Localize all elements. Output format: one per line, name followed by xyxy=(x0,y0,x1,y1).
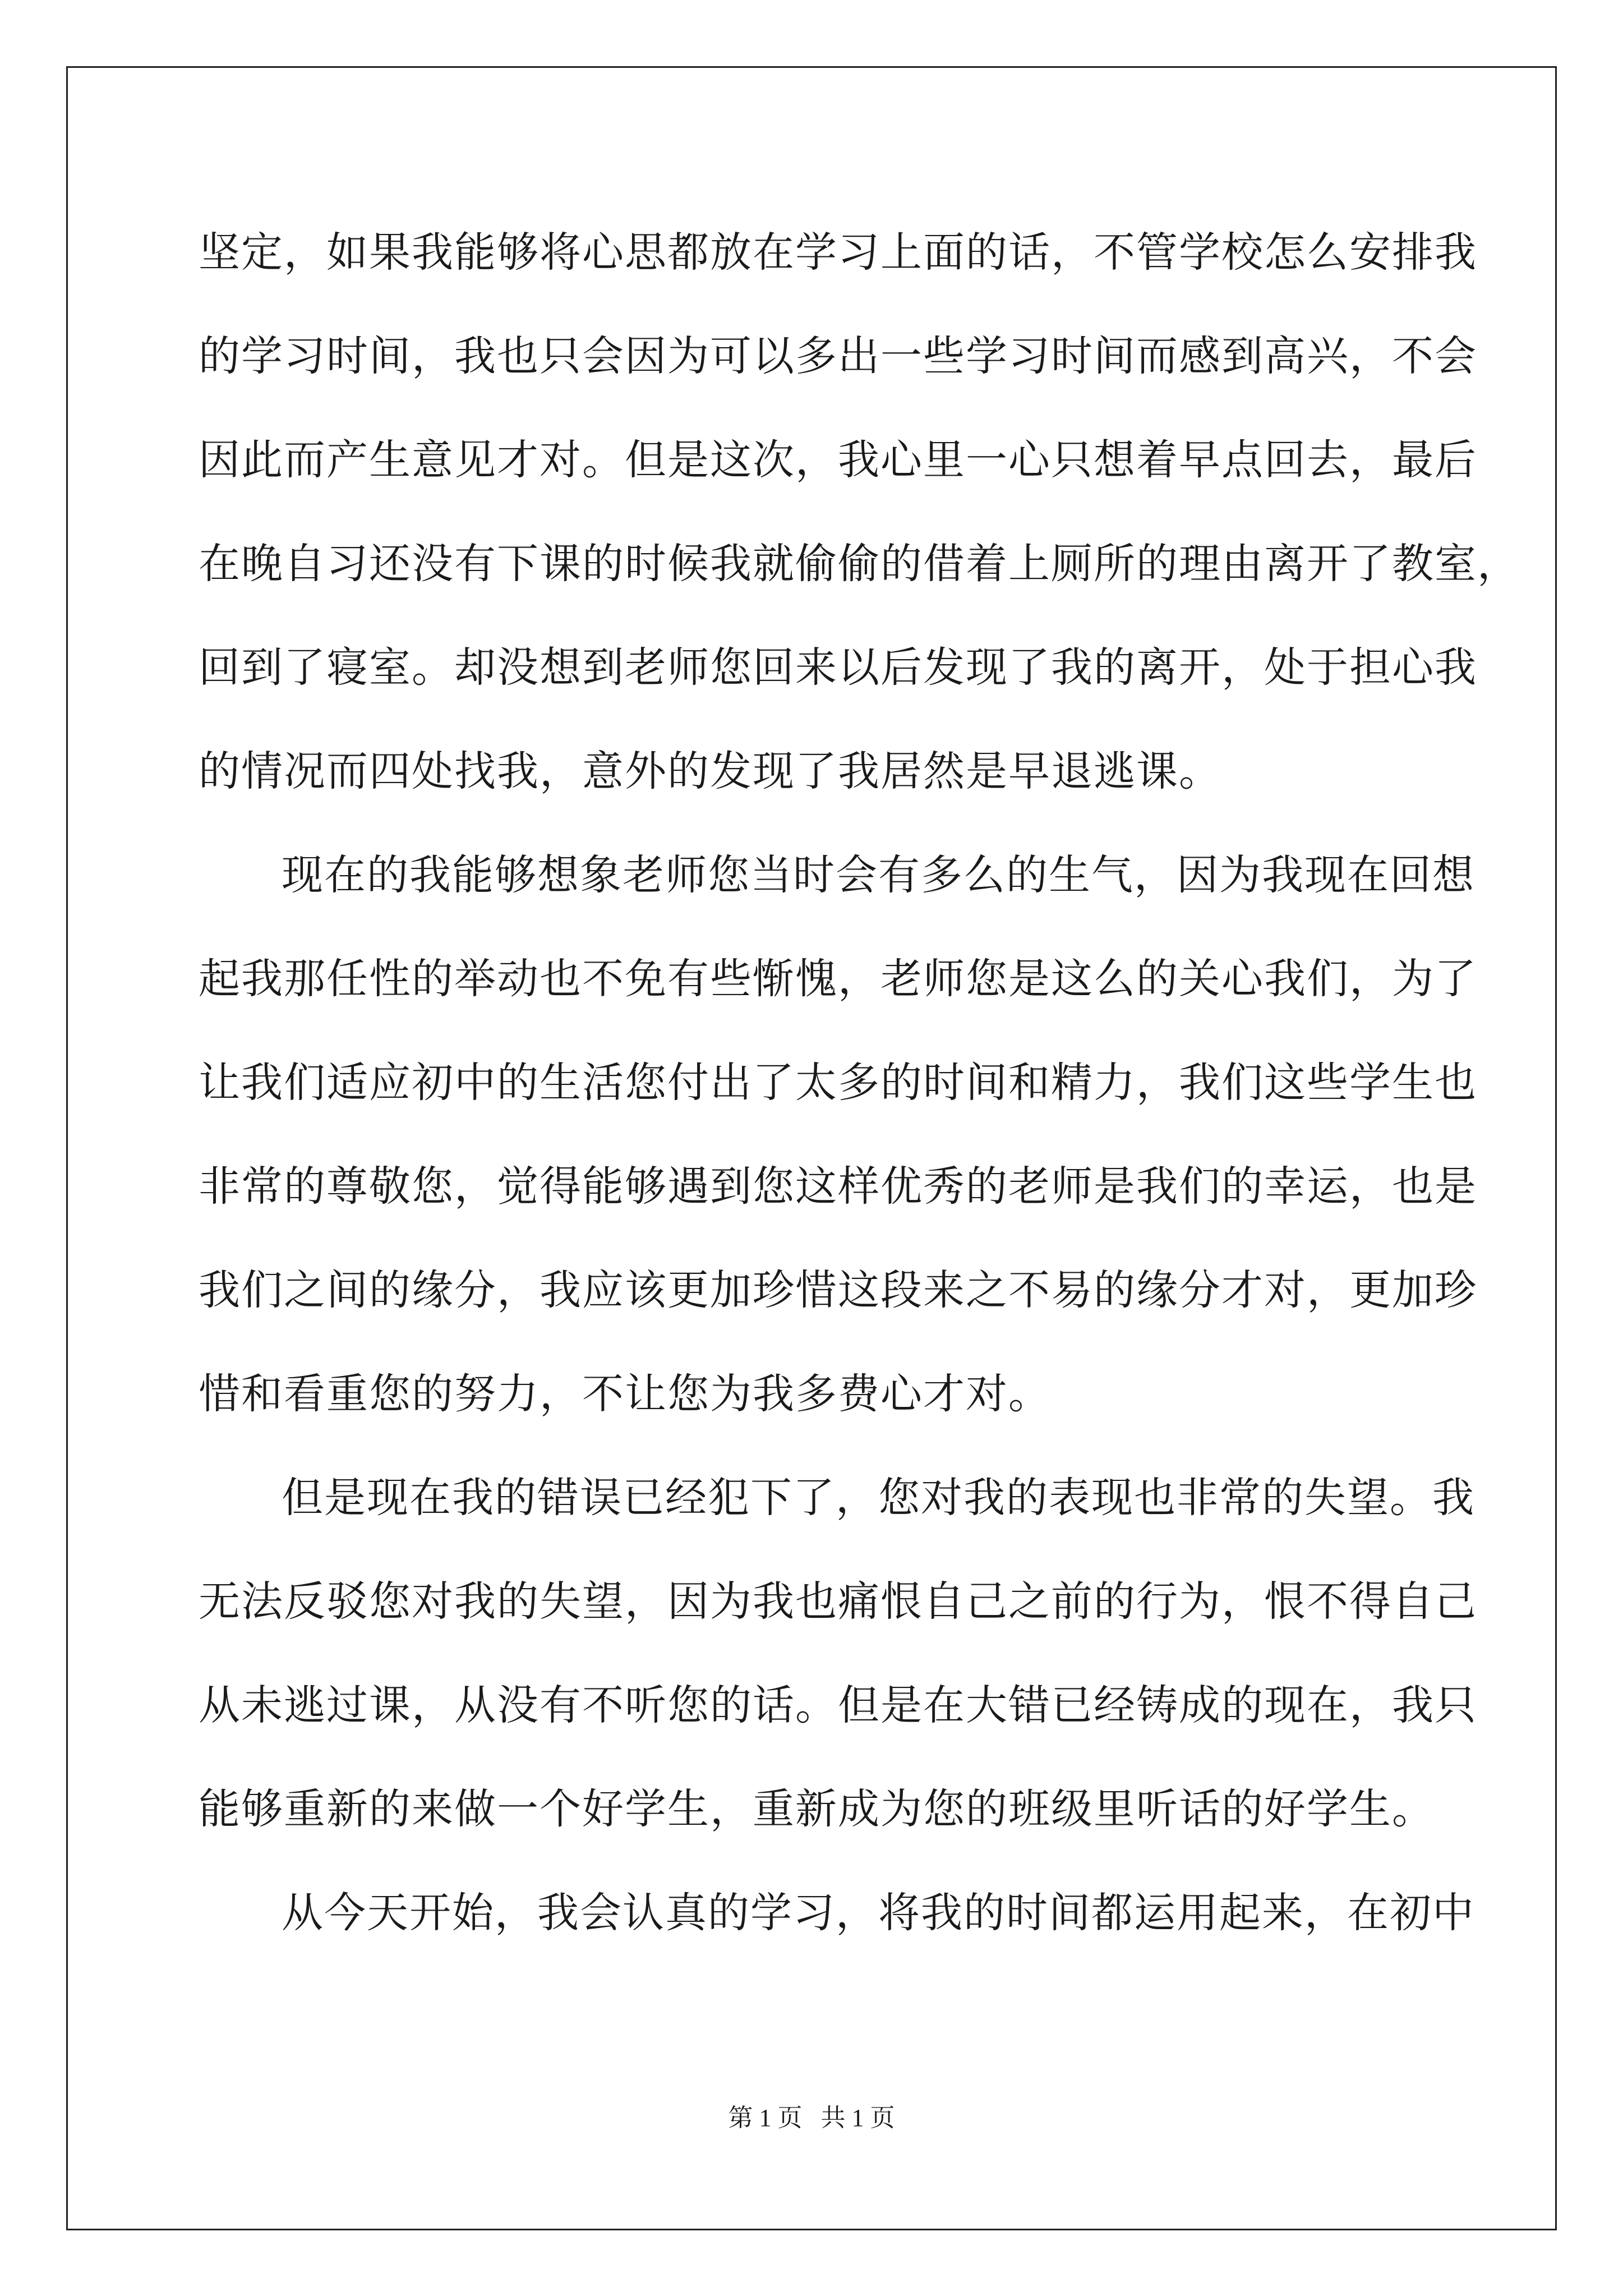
footer-separator xyxy=(803,2104,821,2132)
text-line: 现在的我能够想象老师您当时会有多么的生气，因为我现在回想 xyxy=(282,851,1475,899)
text-line: 惜和看重您的努力，不让您为我多费心才对。 xyxy=(199,1370,1051,1418)
page-footer xyxy=(0,2101,1623,2135)
text-line: 从今天开始，我会认真的学习，将我的时间都运用起来，在初中 xyxy=(282,1889,1475,1937)
document-body xyxy=(199,219,1520,1983)
text-line: 因此而产生意见才对。但是这次，我心里一心只想着早点回去，最后 xyxy=(199,436,1477,484)
text-line: 从未逃过课，从没有不听您的话。但是在大错已经铸成的现在，我只 xyxy=(199,1681,1477,1729)
text-line: 让我们适应初中的生活您付出了太多的时间和精力，我们这些学生也 xyxy=(199,1059,1477,1107)
text-line: 在晚自习还没有下课的时候我就偷偷的借着上厕所的理由离开了教室， xyxy=(199,540,1520,588)
text-line: 的情况而四处找我，意外的发现了我居然是早退逃课。 xyxy=(199,747,1221,795)
text-line: 能够重新的来做一个好学生，重新成为您的班级里听话的好学生。 xyxy=(199,1785,1435,1833)
text-line: 起我那任性的举动也不免有些惭愧，老师您是这么的关心我们，为了 xyxy=(199,955,1477,1003)
text-line: 坚定，如果我能够将心思都放在学习上面的话，不管学校怎么安排我 xyxy=(199,228,1477,277)
text-line: 无法反驳您对我的失望，因为我也痛恨自己之前的行为，恨不得自己 xyxy=(199,1577,1477,1626)
text-line: 的学习时间，我也只会因为可以多出一些学习时间而感到高兴，不会 xyxy=(199,332,1477,380)
text-line: 但是现在我的错误已经犯下了，您对我的表现也非常的失望。我 xyxy=(282,1474,1475,1522)
text-line: 非常的尊敬您，觉得能够遇到您这样优秀的老师是我们的幸运，也是 xyxy=(199,1162,1477,1211)
text-line: 我们之间的缘分，我应该更加珍惜这段来之不易的缘分才对，更加珍 xyxy=(199,1266,1477,1314)
text-line: 回到了寝室。却没想到老师您回来以后发现了我的离开，处于担心我 xyxy=(199,643,1477,692)
total-pages: 共 1 页 xyxy=(820,2104,895,2132)
page-number: 第 1 页 xyxy=(728,2104,803,2132)
